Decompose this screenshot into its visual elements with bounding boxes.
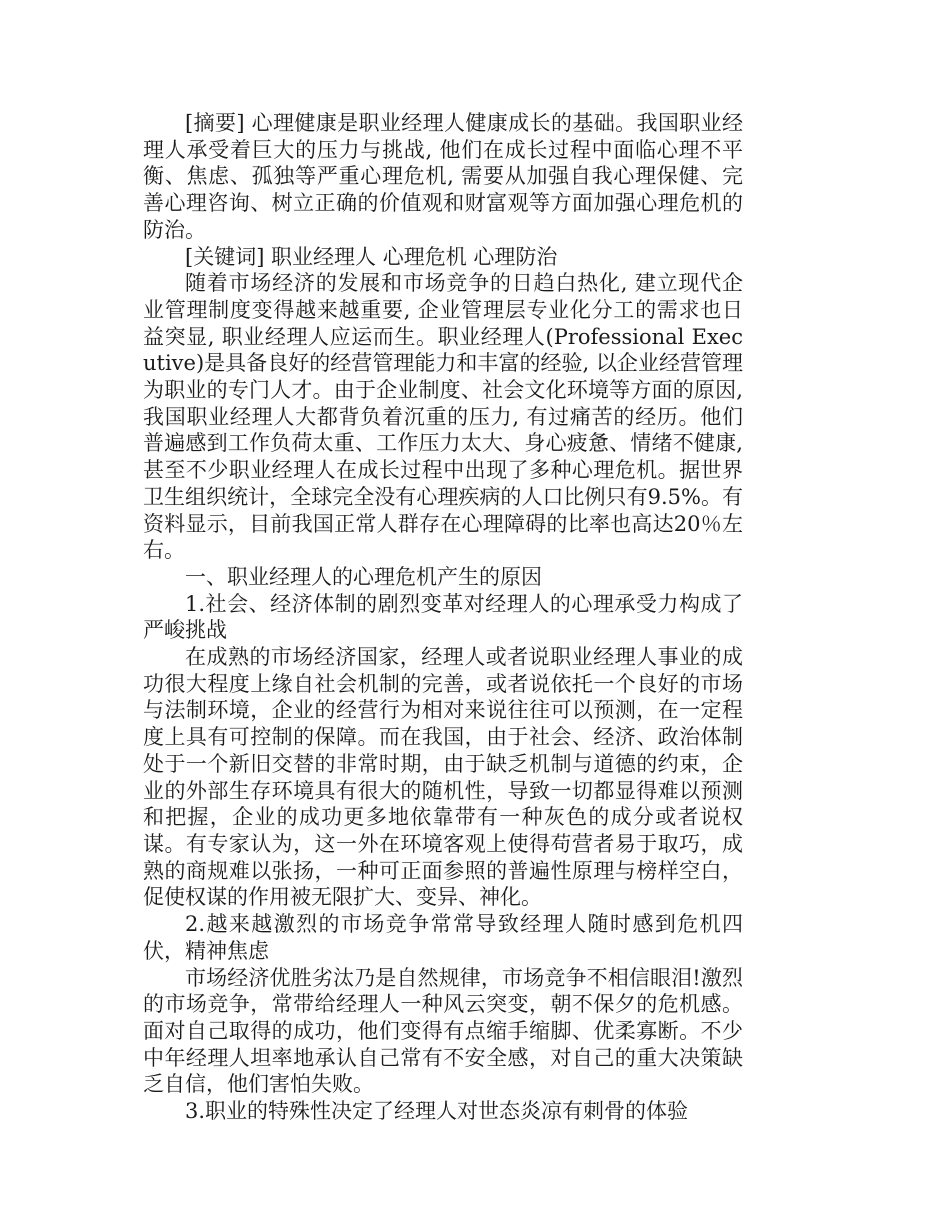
subheading-3: 3.职业的特殊性决定了经理人对世态炎凉有刺骨的体验 — [185, 1099, 689, 1124]
keywords-paragraph: [关键词] 职业经理人 心理危机 心理防治 — [185, 244, 558, 269]
document-page — [143, 110, 743, 1125]
intro-paragraph: 随着市场经济的发展和市场竞争的日趋白热化, 建立现代企业管理制度变得越来越重要, 企业管理层专业化分工的需求也日益突显, 职业经理人应运而生。职业经理人(Professional Executive)是具备良好的经营管理能力和丰富的经验, 以企业经营管理为职业的专门人才。由于企业制度、社会文化环境等方面的原因, 我国职业经理人大都背负着沉重的压力, 有过痛苦的经历。他们普遍感到工作负荷太重、工作压力太大、身心疲惫、情绪不健康,甚至不少职业经理人在成长过程中出现了多种心理危机。据世界卫生组织统计，全球完全没有心理疾病的人口比例只有9.5%。有资料显示，目前我国正常人群存在心理障碍的比率也高达20％左右。 — [143, 271, 743, 563]
body-paragraph-1: 在成熟的市场经济国家，经理人或者说职业经理人事业的成功很大程度上缘自社会机制的完善，或者说依托一个良好的市场与法制环境，企业的经营行为相对来说往往可以预测，在一定程度上具有可控制的保障。而在我国，由于社会、经济、政治体制处于一个新旧交替的非常时期，由于缺乏机制与道德的约束，企业的外部生存环境具有很大的随机性，导致一切都显得难以预测和把握，企业的成功更多地依靠带有一种灰色的成分或者说权谋。有专家认为，这一外在环境客观上使得苟营者易于取巧，成熟的商规难以张扬，一种可正面参照的普遍性原理与榜样空白，促使权谋的作用被无限扩大、变异、神化。 — [143, 645, 743, 910]
body-paragraph-2: 市场经济优胜劣汰乃是自然规律，市场竞争不相信眼泪!激烈的市场竞争，常带给经理人一种风云突变，朝不保夕的危机感。面对自己取得的成功，他们变得有点缩手缩脚、优柔寡断。不少中年经理人坦率地承认自己常有不安全感，对自己的重大决策缺乏自信，他们害怕失败。 — [143, 965, 743, 1097]
subheading-1: 1.社会、经济体制的剧烈变革对经理人的心理承受力构成了严峻挑战 — [143, 591, 743, 643]
section-heading: 一、职业经理人的心理危机产生的原因 — [185, 564, 542, 589]
abstract-paragraph: [摘要] 心理健康是职业经理人健康成长的基础。我国职业经理人承受着巨大的压力与挑战, 他们在成长过程中面临心理不平衡、焦虑、孤独等严重心理危机, 需要从加强自我心理保健、完善心理咨询、树立正确的价值观和财富观等方面加强心理危机的防治。 — [143, 111, 743, 242]
subheading-2: 2.越来越激烈的市场竞争常常导致经理人随时感到危机四伏，精神焦虑 — [143, 912, 743, 963]
